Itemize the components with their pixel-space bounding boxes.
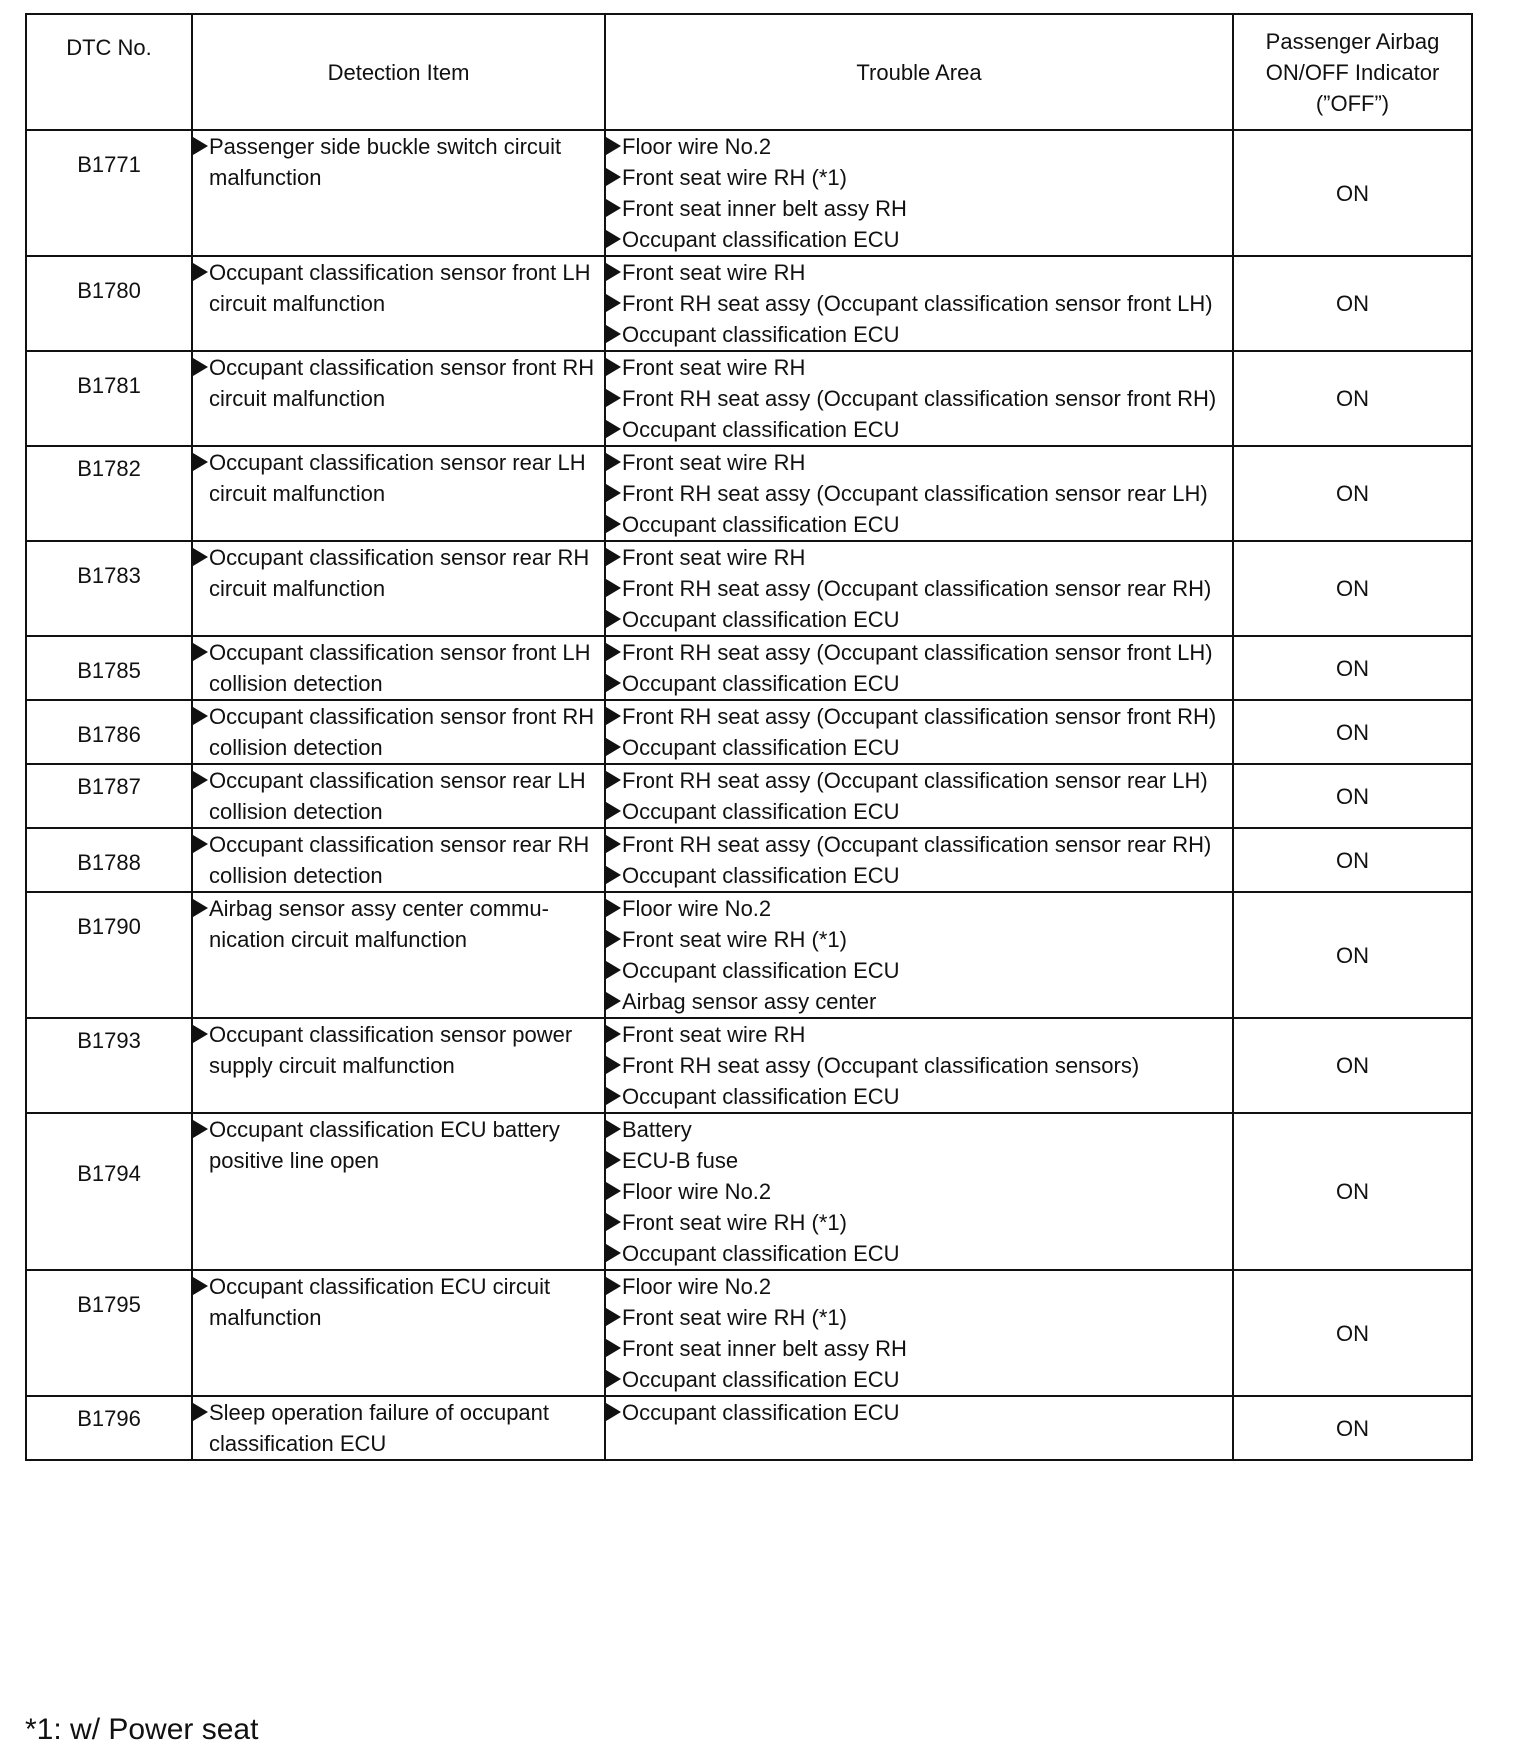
dtc-code: B1780 [77,278,141,303]
trouble-area-text: Front seat wire RH (*1) [622,165,847,190]
dtc-code-cell [26,828,192,892]
trouble-area-cell [605,130,1233,256]
indicator-cell [1233,700,1472,764]
indicator-value: ON [1336,783,1369,809]
trouble-area-item [606,319,1232,350]
triangle-bullet-icon [606,484,621,502]
trouble-area-text: Front RH seat assy (Occupant classification sensor front RH) [622,704,1217,729]
dtc-code: B1771 [77,152,141,177]
indicator-value: ON [1336,1179,1369,1204]
trouble-area-text: Front RH seat assy (Occupant classification sensor front RH) [622,386,1217,411]
trouble-area-text: Occupant classification ECU [622,1241,900,1266]
table-row [26,1396,1472,1460]
dtc-code-cell [26,446,192,541]
detection-item [193,1019,604,1081]
trouble-area-cell [605,1270,1233,1396]
trouble-area-text: ECU-B fuse [622,1148,739,1173]
trouble-area-item [606,352,1232,383]
trouble-area-text: Front seat inner belt assy RH [622,196,907,221]
indicator-cell [1233,541,1472,636]
trouble-area-cell [605,636,1233,700]
triangle-bullet-icon [606,771,621,789]
trouble-area-text: Front RH seat assy (Occupant classification sensor front LH) [622,291,1213,316]
detection-item [193,765,604,827]
triangle-bullet-icon [193,358,208,376]
indicator-cell [1233,892,1472,1018]
trouble-area-item [606,383,1232,414]
detection-cell [192,700,605,764]
detection-cell [192,541,605,636]
triangle-bullet-icon [606,137,621,155]
trouble-area-text: Occupant classification ECU [622,607,900,632]
indicator-cell [1233,1113,1472,1270]
triangle-bullet-icon [606,707,621,725]
header-detection-item [192,14,605,130]
triangle-bullet-icon [606,961,621,979]
header-indicator-line: (”OFF”) [1315,90,1390,116]
triangle-bullet-icon [606,1370,621,1388]
trouble-area-text: Front RH seat assy (Occupant classification sensor rear RH) [622,832,1212,857]
indicator-cell [1233,446,1472,541]
header-trouble-area-label: Trouble Area [856,59,982,85]
trouble-area-item [606,829,1232,860]
trouble-area-item [606,1081,1232,1112]
table-row [26,828,1472,892]
triangle-bullet-icon [193,263,208,281]
triangle-bullet-icon [606,1277,621,1295]
indicator-value: ON [1336,655,1369,681]
trouble-area-text: Front seat inner belt assy RH [622,1336,907,1361]
dtc-code-cell [26,892,192,1018]
trouble-area-text: Front seat wire RH [622,1022,806,1047]
trouble-area-item [606,478,1232,509]
trouble-area-text: Front RH seat assy (Occupant classification sensor rear RH) [622,576,1212,601]
triangle-bullet-icon [606,1244,621,1262]
dtc-code: B1794 [77,1161,141,1186]
header-dtc-no-label: DTC No. [66,35,152,60]
trouble-area-item [606,860,1232,891]
triangle-bullet-icon [606,579,621,597]
triangle-bullet-icon [606,325,621,343]
table-row [26,636,1472,700]
detection-item [193,447,604,509]
detection-cell [192,1113,605,1270]
triangle-bullet-icon [606,1087,621,1105]
trouble-area-text: Occupant classification ECU [622,1367,900,1392]
detection-cell [192,130,605,256]
trouble-area-text: Front seat wire RH [622,545,806,570]
triangle-bullet-icon [606,899,621,917]
indicator-value: ON [1336,576,1369,601]
trouble-area-item [606,1238,1232,1269]
trouble-area-item [606,1397,1232,1428]
indicator-cell [1233,828,1472,892]
triangle-bullet-icon [606,1151,621,1169]
trouble-area-text: Floor wire No.2 [622,1274,772,1299]
detection-text: Occupant classification sensor rear RH circuit malfunction [209,545,590,601]
detection-text: Occupant classification sensor rear RH collision detection [209,832,590,888]
dtc-code-cell [26,764,192,828]
table-row [26,446,1472,541]
triangle-bullet-icon [606,420,621,438]
detection-cell [192,892,605,1018]
header-trouble-area [605,14,1233,130]
trouble-area-item [606,1271,1232,1302]
trouble-area-item [606,1176,1232,1207]
trouble-area-item [606,288,1232,319]
triangle-bullet-icon [606,358,621,376]
table-row [26,700,1472,764]
detection-item [193,637,604,699]
trouble-area-text: Floor wire No.2 [622,1179,772,1204]
triangle-bullet-icon [193,899,208,917]
trouble-area-text: Occupant classification ECU [622,671,900,696]
indicator-value: ON [1336,719,1369,745]
detection-text: Occupant classification sensor rear LH collision detection [209,768,586,824]
table-row [26,541,1472,636]
trouble-area-item [606,765,1232,796]
trouble-area-item [606,701,1232,732]
trouble-area-text: Occupant classification ECU [622,227,900,252]
trouble-area-text: Front seat wire RH [622,355,806,380]
indicator-cell [1233,130,1472,256]
triangle-bullet-icon [606,294,621,312]
detection-cell [192,636,605,700]
triangle-bullet-icon [606,1056,621,1074]
trouble-area-cell [605,1396,1233,1460]
trouble-area-cell [605,764,1233,828]
detection-cell [192,828,605,892]
dtc-code-cell [26,1113,192,1270]
trouble-area-text: Occupant classification ECU [622,735,900,760]
triangle-bullet-icon [606,263,621,281]
triangle-bullet-icon [193,835,208,853]
dtc-code: B1788 [77,850,141,875]
triangle-bullet-icon [606,835,621,853]
trouble-area-text: Front seat wire RH (*1) [622,1210,847,1235]
dtc-code-cell [26,256,192,351]
trouble-area-text: Front seat wire RH [622,450,806,475]
trouble-area-item [606,224,1232,255]
dtc-code-cell [26,1396,192,1460]
dtc-code-cell [26,130,192,256]
triangle-bullet-icon [193,1403,208,1421]
triangle-bullet-icon [606,515,621,533]
trouble-area-item [606,955,1232,986]
trouble-area-cell [605,1113,1233,1270]
triangle-bullet-icon [193,137,208,155]
trouble-area-text: Occupant classification ECU [622,1084,900,1109]
dtc-code-cell [26,1018,192,1113]
trouble-area-cell [605,1018,1233,1113]
dtc-code: B1785 [77,658,141,683]
trouble-area-item [606,604,1232,635]
trouble-area-item [606,1145,1232,1176]
detection-text: Occupant classification sensor front RH collision detection [209,704,595,760]
dtc-code: B1787 [77,774,141,799]
trouble-area-cell [605,700,1233,764]
triangle-bullet-icon [606,866,621,884]
trouble-area-cell [605,256,1233,351]
table-body [26,130,1472,1460]
table-row [26,1018,1472,1113]
indicator-value: ON [1336,291,1369,316]
triangle-bullet-icon [606,1025,621,1043]
triangle-bullet-icon [193,453,208,471]
trouble-area-text: Front RH seat assy (Occupant classification sensor front LH) [622,640,1213,665]
trouble-area-text: Front seat wire RH (*1) [622,927,847,952]
detection-cell [192,764,605,828]
dtc-code: B1783 [77,563,141,588]
triangle-bullet-icon [606,1339,621,1357]
trouble-area-text: Floor wire No.2 [622,134,772,159]
indicator-cell [1233,1396,1472,1460]
detection-cell [192,1018,605,1113]
trouble-area-item [606,986,1232,1017]
detection-text: Occupant classification sensor front RH circuit malfunction [209,355,595,411]
trouble-area-item [606,1019,1232,1050]
trouble-area-text: Front seat wire RH (*1) [622,1305,847,1330]
triangle-bullet-icon [193,548,208,566]
trouble-area-item [606,1114,1232,1145]
table-row [26,1113,1472,1270]
detection-cell [192,1270,605,1396]
detection-cell [192,446,605,541]
footnote: *1: w/ Power seat [25,1713,259,1746]
triangle-bullet-icon [606,643,621,661]
triangle-bullet-icon [193,643,208,661]
trouble-area-text: Occupant classification ECU [622,322,900,347]
indicator-value: ON [1336,386,1369,411]
trouble-area-item [606,162,1232,193]
triangle-bullet-icon [606,1182,621,1200]
detection-text: Occupant classification sensor front LH collision detection [209,640,591,696]
triangle-bullet-icon [193,1120,208,1138]
trouble-area-item [606,1333,1232,1364]
detection-item [193,131,604,193]
trouble-area-item [606,447,1232,478]
trouble-area-item [606,131,1232,162]
trouble-area-text: Occupant classification ECU [622,1400,900,1425]
triangle-bullet-icon [606,389,621,407]
detection-item [193,1114,604,1176]
table-row [26,892,1472,1018]
trouble-area-cell [605,828,1233,892]
dtc-code: B1786 [77,722,141,747]
triangle-bullet-icon [193,1277,208,1295]
table-row [26,764,1472,828]
detection-text: Occupant classification ECU battery positive line open [209,1117,560,1173]
trouble-area-text: Floor wire No.2 [622,896,772,921]
triangle-bullet-icon [606,738,621,756]
dtc-code-cell [26,541,192,636]
triangle-bullet-icon [193,771,208,789]
trouble-area-item [606,1050,1232,1081]
trouble-area-item [606,193,1232,224]
indicator-value: ON [1336,1415,1369,1441]
trouble-area-item [606,509,1232,540]
dtc-code-cell [26,636,192,700]
trouble-area-text: Occupant classification ECU [622,512,900,537]
header-indicator [1233,14,1472,130]
header-indicator-line: Passenger Airbag [1265,28,1440,54]
dtc-code-cell [26,1270,192,1396]
trouble-area-cell [605,351,1233,446]
header-detection-item-label: Detection Item [327,59,470,85]
trouble-area-item [606,732,1232,763]
triangle-bullet-icon [606,199,621,217]
detection-item [193,829,604,891]
indicator-value: ON [1336,942,1369,968]
trouble-area-item [606,796,1232,827]
trouble-area-text: Front RH seat assy (Occupant classification sensor rear LH) [622,768,1208,793]
trouble-area-item [606,637,1232,668]
indicator-cell [1233,256,1472,351]
indicator-value: ON [1336,180,1369,206]
detection-item [193,257,604,319]
trouble-area-cell [605,892,1233,1018]
triangle-bullet-icon [606,610,621,628]
dtc-code: B1790 [77,914,141,939]
triangle-bullet-icon [606,930,621,948]
indicator-cell [1233,1018,1472,1113]
trouble-area-cell [605,541,1233,636]
trouble-area-item [606,668,1232,699]
dtc-code: B1796 [77,1406,141,1431]
detection-cell [192,256,605,351]
dtc-table [25,13,1473,1461]
trouble-area-text: Front RH seat assy (Occupant classification sensor rear LH) [622,481,1208,506]
triangle-bullet-icon [606,1213,621,1231]
detection-text: Occupant classification sensor rear LH circuit malfunction [209,450,586,506]
trouble-area-item [606,414,1232,445]
triangle-bullet-icon [606,992,621,1010]
dtc-code-cell [26,700,192,764]
detection-item [193,1271,604,1333]
triangle-bullet-icon [606,168,621,186]
detection-text: Occupant classification sensor power supply circuit malfunction [209,1022,573,1078]
trouble-area-text: Airbag sensor assy center [622,989,877,1014]
triangle-bullet-icon [606,1308,621,1326]
detection-text: Passenger side buckle switch circuit malfunction [209,134,562,190]
trouble-area-text: Occupant classification ECU [622,799,900,824]
trouble-area-text: Front RH seat assy (Occupant classification sensors) [622,1053,1140,1078]
dtc-code-cell [26,351,192,446]
indicator-cell [1233,764,1472,828]
header-row [26,14,1472,130]
table-row [26,1270,1472,1396]
trouble-area-text: Front seat wire RH [622,260,806,285]
detection-text: Airbag sensor assy center commu-nication circuit malfunction [209,896,549,952]
detection-item [193,1397,604,1459]
detection-text: Occupant classification sensor front LH circuit malfunction [209,260,591,316]
dtc-code: B1793 [77,1028,141,1053]
detection-item [193,542,604,604]
triangle-bullet-icon [193,707,208,725]
trouble-area-text: Occupant classification ECU [622,417,900,442]
table-row [26,351,1472,446]
dtc-code: B1795 [77,1292,141,1317]
table-row [26,130,1472,256]
dtc-code: B1782 [77,456,141,481]
trouble-area-cell [605,446,1233,541]
detection-item [193,893,604,955]
indicator-cell [1233,351,1472,446]
detection-cell [192,351,605,446]
triangle-bullet-icon [606,802,621,820]
triangle-bullet-icon [606,674,621,692]
indicator-cell [1233,1270,1472,1396]
triangle-bullet-icon [606,548,621,566]
trouble-area-text: Occupant classification ECU [622,863,900,888]
trouble-area-item [606,1207,1232,1238]
indicator-value: ON [1336,1053,1369,1078]
indicator-cell [1233,636,1472,700]
table-row [26,256,1472,351]
detection-item [193,701,604,763]
header-dtc-no [26,14,192,130]
triangle-bullet-icon [606,453,621,471]
trouble-area-text: Occupant classification ECU [622,958,900,983]
indicator-value: ON [1336,847,1369,873]
trouble-area-item [606,257,1232,288]
triangle-bullet-icon [606,1403,621,1421]
trouble-area-item [606,1364,1232,1395]
detection-cell [192,1396,605,1460]
triangle-bullet-icon [606,1120,621,1138]
trouble-area-item [606,893,1232,924]
triangle-bullet-icon [193,1025,208,1043]
triangle-bullet-icon [606,230,621,248]
trouble-area-item [606,924,1232,955]
detection-text: Sleep operation failure of occupant classification ECU [209,1400,550,1456]
trouble-area-item [606,1302,1232,1333]
detection-item [193,352,604,414]
detection-text: Occupant classification ECU circuit malfunction [209,1274,551,1330]
trouble-area-text: Battery [622,1117,692,1142]
trouble-area-item [606,542,1232,573]
indicator-value: ON [1336,481,1369,506]
dtc-code: B1781 [77,373,141,398]
header-indicator-line: ON/OFF Indicator [1265,59,1440,85]
trouble-area-item [606,573,1232,604]
indicator-value: ON [1336,1320,1369,1346]
